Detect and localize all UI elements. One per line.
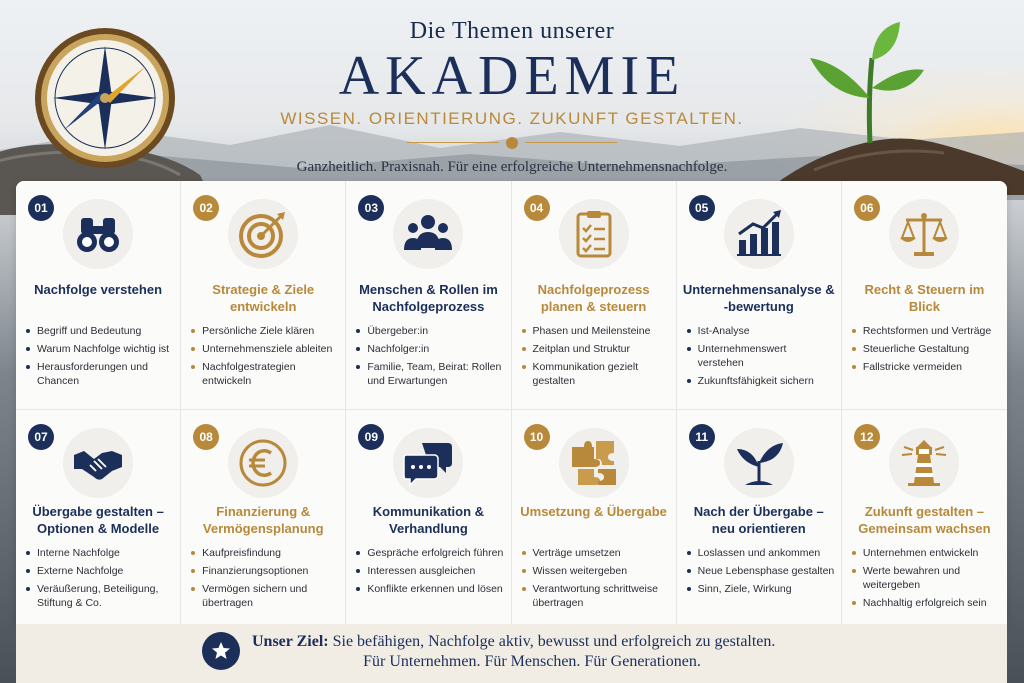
- topic-number-badge: 10: [524, 424, 550, 450]
- topic-card-03: [346, 181, 511, 410]
- header-tagline: WISSEN. ORIENTIERUNG. ZUKUNFT GESTALTEN.: [280, 109, 744, 128]
- header-divider: [407, 137, 617, 149]
- topic-bullet: Familie, Team, Beirat: Rollen und Erwartungen: [356, 360, 504, 388]
- topic-number-badge: 08: [193, 424, 219, 450]
- topic-bullet: Begriff und Bedeutung: [26, 324, 174, 338]
- topic-bullet-list: [356, 546, 504, 600]
- topic-bullet: Unternehmenswert verstehen: [687, 342, 835, 370]
- topic-title: Übergabe gestalten – Optionen & Modelle: [32, 504, 164, 536]
- topic-bullet: Unternehmensziele ableiten: [191, 342, 339, 356]
- topic-bullet: Phasen und Meilensteine: [522, 324, 670, 338]
- topic-card-01: [16, 181, 181, 410]
- topic-bullet: Finanzierungsoptionen: [191, 564, 339, 578]
- topic-bullet: Neue Lebensphase gestalten: [687, 564, 835, 578]
- topic-bullet-list: [26, 546, 174, 614]
- topic-number-badge: 03: [358, 195, 384, 221]
- topic-bullet: Steuerliche Gestaltung: [852, 342, 1001, 356]
- topic-title: Menschen & Rollen im Nachfolgeprozess: [359, 282, 498, 314]
- topic-card-05: [677, 181, 842, 410]
- topic-number-badge: 02: [193, 195, 219, 221]
- star-icon: [202, 632, 240, 670]
- topic-bullet: Wissen weitergeben: [522, 564, 670, 578]
- scales-icon: [889, 199, 959, 269]
- topic-card-04: [512, 181, 677, 410]
- page-title: AKADEMIE: [338, 45, 686, 107]
- topic-bullet: Unternehmen entwickeln: [852, 546, 1001, 560]
- topic-number-badge: 06: [854, 195, 880, 221]
- sprout-icon: [724, 428, 794, 498]
- topic-title: Finanzierung & Vermögensplanung: [202, 504, 324, 536]
- topic-number-badge: 07: [28, 424, 54, 450]
- topic-bullet: Kommunikation gezielt gestalten: [522, 360, 670, 388]
- topic-title: Strategie & Ziele entwickeln: [212, 282, 315, 314]
- clipboard-icon: [559, 199, 629, 269]
- topic-card-10: [512, 410, 677, 624]
- topic-bullet: Nachfolger:in: [356, 342, 504, 356]
- binoculars-icon: [63, 199, 133, 269]
- chat-icon: [393, 428, 463, 498]
- euro-icon: [228, 428, 298, 498]
- topic-bullet: Veräußerung, Beteiligung, Stiftung & Co.: [26, 582, 174, 610]
- topic-bullet: Rechtsformen und Verträge: [852, 324, 1001, 338]
- topic-card-07: [16, 410, 181, 624]
- topic-bullet: Gespräche erfolgreich führen: [356, 546, 504, 560]
- footer-line2: Für Unternehmen. Für Menschen. Für Generationen.: [363, 653, 701, 670]
- puzzle-icon: [559, 428, 629, 498]
- topic-number-badge: 04: [524, 195, 550, 221]
- topic-bullet-list: [687, 546, 835, 600]
- bar-chart-icon: [724, 199, 794, 269]
- header-subline: Ganzheitlich. Praxisnah. Für eine erfolgreiche Unternehmensnachfolge.: [296, 159, 728, 175]
- topic-bullet: Zeitplan und Struktur: [522, 342, 670, 356]
- topic-title: Zukunft gestalten – Gemeinsam wachsen: [858, 504, 991, 536]
- topic-bullet-list: [191, 546, 339, 614]
- page-header: [230, 18, 794, 176]
- topic-title: Umsetzung & Übergabe: [520, 504, 667, 519]
- topic-bullet-list: [522, 546, 670, 614]
- topic-number-badge: 11: [689, 424, 715, 450]
- plant-illustration: [802, 18, 932, 148]
- topic-bullet: Warum Nachfolge wichtig ist: [26, 342, 174, 356]
- topic-card-12: [842, 410, 1007, 624]
- compass-illustration: [30, 26, 180, 176]
- topic-bullet: Verträge umsetzen: [522, 546, 670, 560]
- topic-bullet: Kaufpreisfindung: [191, 546, 339, 560]
- topic-number-badge: 01: [28, 195, 54, 221]
- topic-number-badge: 12: [854, 424, 880, 450]
- topic-title: Nachfolge verstehen: [34, 282, 163, 297]
- header-sup-title: Die Themen unserer: [409, 18, 615, 44]
- topic-bullet: Loslassen und ankommen: [687, 546, 835, 560]
- topic-bullet: Interne Nachfolge: [26, 546, 174, 560]
- topic-bullet-list: [852, 324, 1001, 378]
- topic-card-08: [181, 410, 346, 624]
- topic-title: Recht & Steuern im Blick: [864, 282, 985, 314]
- topic-bullet-list: [26, 324, 174, 392]
- topic-card-06: [842, 181, 1007, 410]
- topic-bullet: Nachhaltig erfolgreich sein: [852, 596, 1001, 610]
- topic-bullet: Externe Nachfolge: [26, 564, 174, 578]
- footer-goal: [16, 624, 1007, 683]
- topic-title: Nach der Übergabe – neu orientieren: [693, 504, 824, 536]
- people-icon: [393, 199, 463, 269]
- topic-grid: [16, 181, 1007, 624]
- topic-bullet: Werte bewahren und weitergeben: [852, 564, 1001, 592]
- topic-bullet: Sinn, Ziele, Wirkung: [687, 582, 835, 596]
- topic-bullet: Konflikte erkennen und lösen: [356, 582, 504, 596]
- topic-bullet: Ist-Analyse: [687, 324, 835, 338]
- topic-bullet: Persönliche Ziele klären: [191, 324, 339, 338]
- topic-bullet: Nachfolgestrategien entwickeln: [191, 360, 339, 388]
- topic-title: Nachfolgeprozess planen & steuern: [537, 282, 650, 314]
- topic-bullet: Interessen ausgleichen: [356, 564, 504, 578]
- footer-text: [252, 632, 852, 672]
- topic-card-02: [181, 181, 346, 410]
- topic-bullet: Zukunftsfähigkeit sichern: [687, 374, 835, 388]
- topic-bullet: Übergeber:in: [356, 324, 504, 338]
- topic-bullet: Verantwortung schrittweise übertragen: [522, 582, 670, 610]
- target-icon: [228, 199, 298, 269]
- footer-label: Unser Ziel:: [252, 633, 329, 650]
- footer-statement: Sie befähigen, Nachfolge aktiv, bewusst und erfolgreich zu gestalten.: [328, 633, 776, 650]
- topic-title: Kommunikation & Verhandlung: [372, 504, 485, 536]
- topic-bullet-list: [852, 546, 1001, 614]
- topic-bullet-list: [687, 324, 835, 392]
- topic-bullet-list: [191, 324, 339, 392]
- topic-title: Unternehmensanalyse & -bewertung: [682, 282, 835, 314]
- topic-bullet-list: [356, 324, 504, 392]
- topic-bullet: Vermögen sichern und übertragen: [191, 582, 339, 610]
- topic-card-11: [677, 410, 842, 624]
- topic-bullet: Fallstricke vermeiden: [852, 360, 1001, 374]
- lighthouse-icon: [889, 428, 959, 498]
- topic-number-badge: 09: [358, 424, 384, 450]
- handshake-icon: [63, 428, 133, 498]
- topic-bullet: Herausforderungen und Chancen: [26, 360, 174, 388]
- topic-card-09: [346, 410, 511, 624]
- topic-number-badge: 05: [689, 195, 715, 221]
- topic-bullet-list: [522, 324, 670, 392]
